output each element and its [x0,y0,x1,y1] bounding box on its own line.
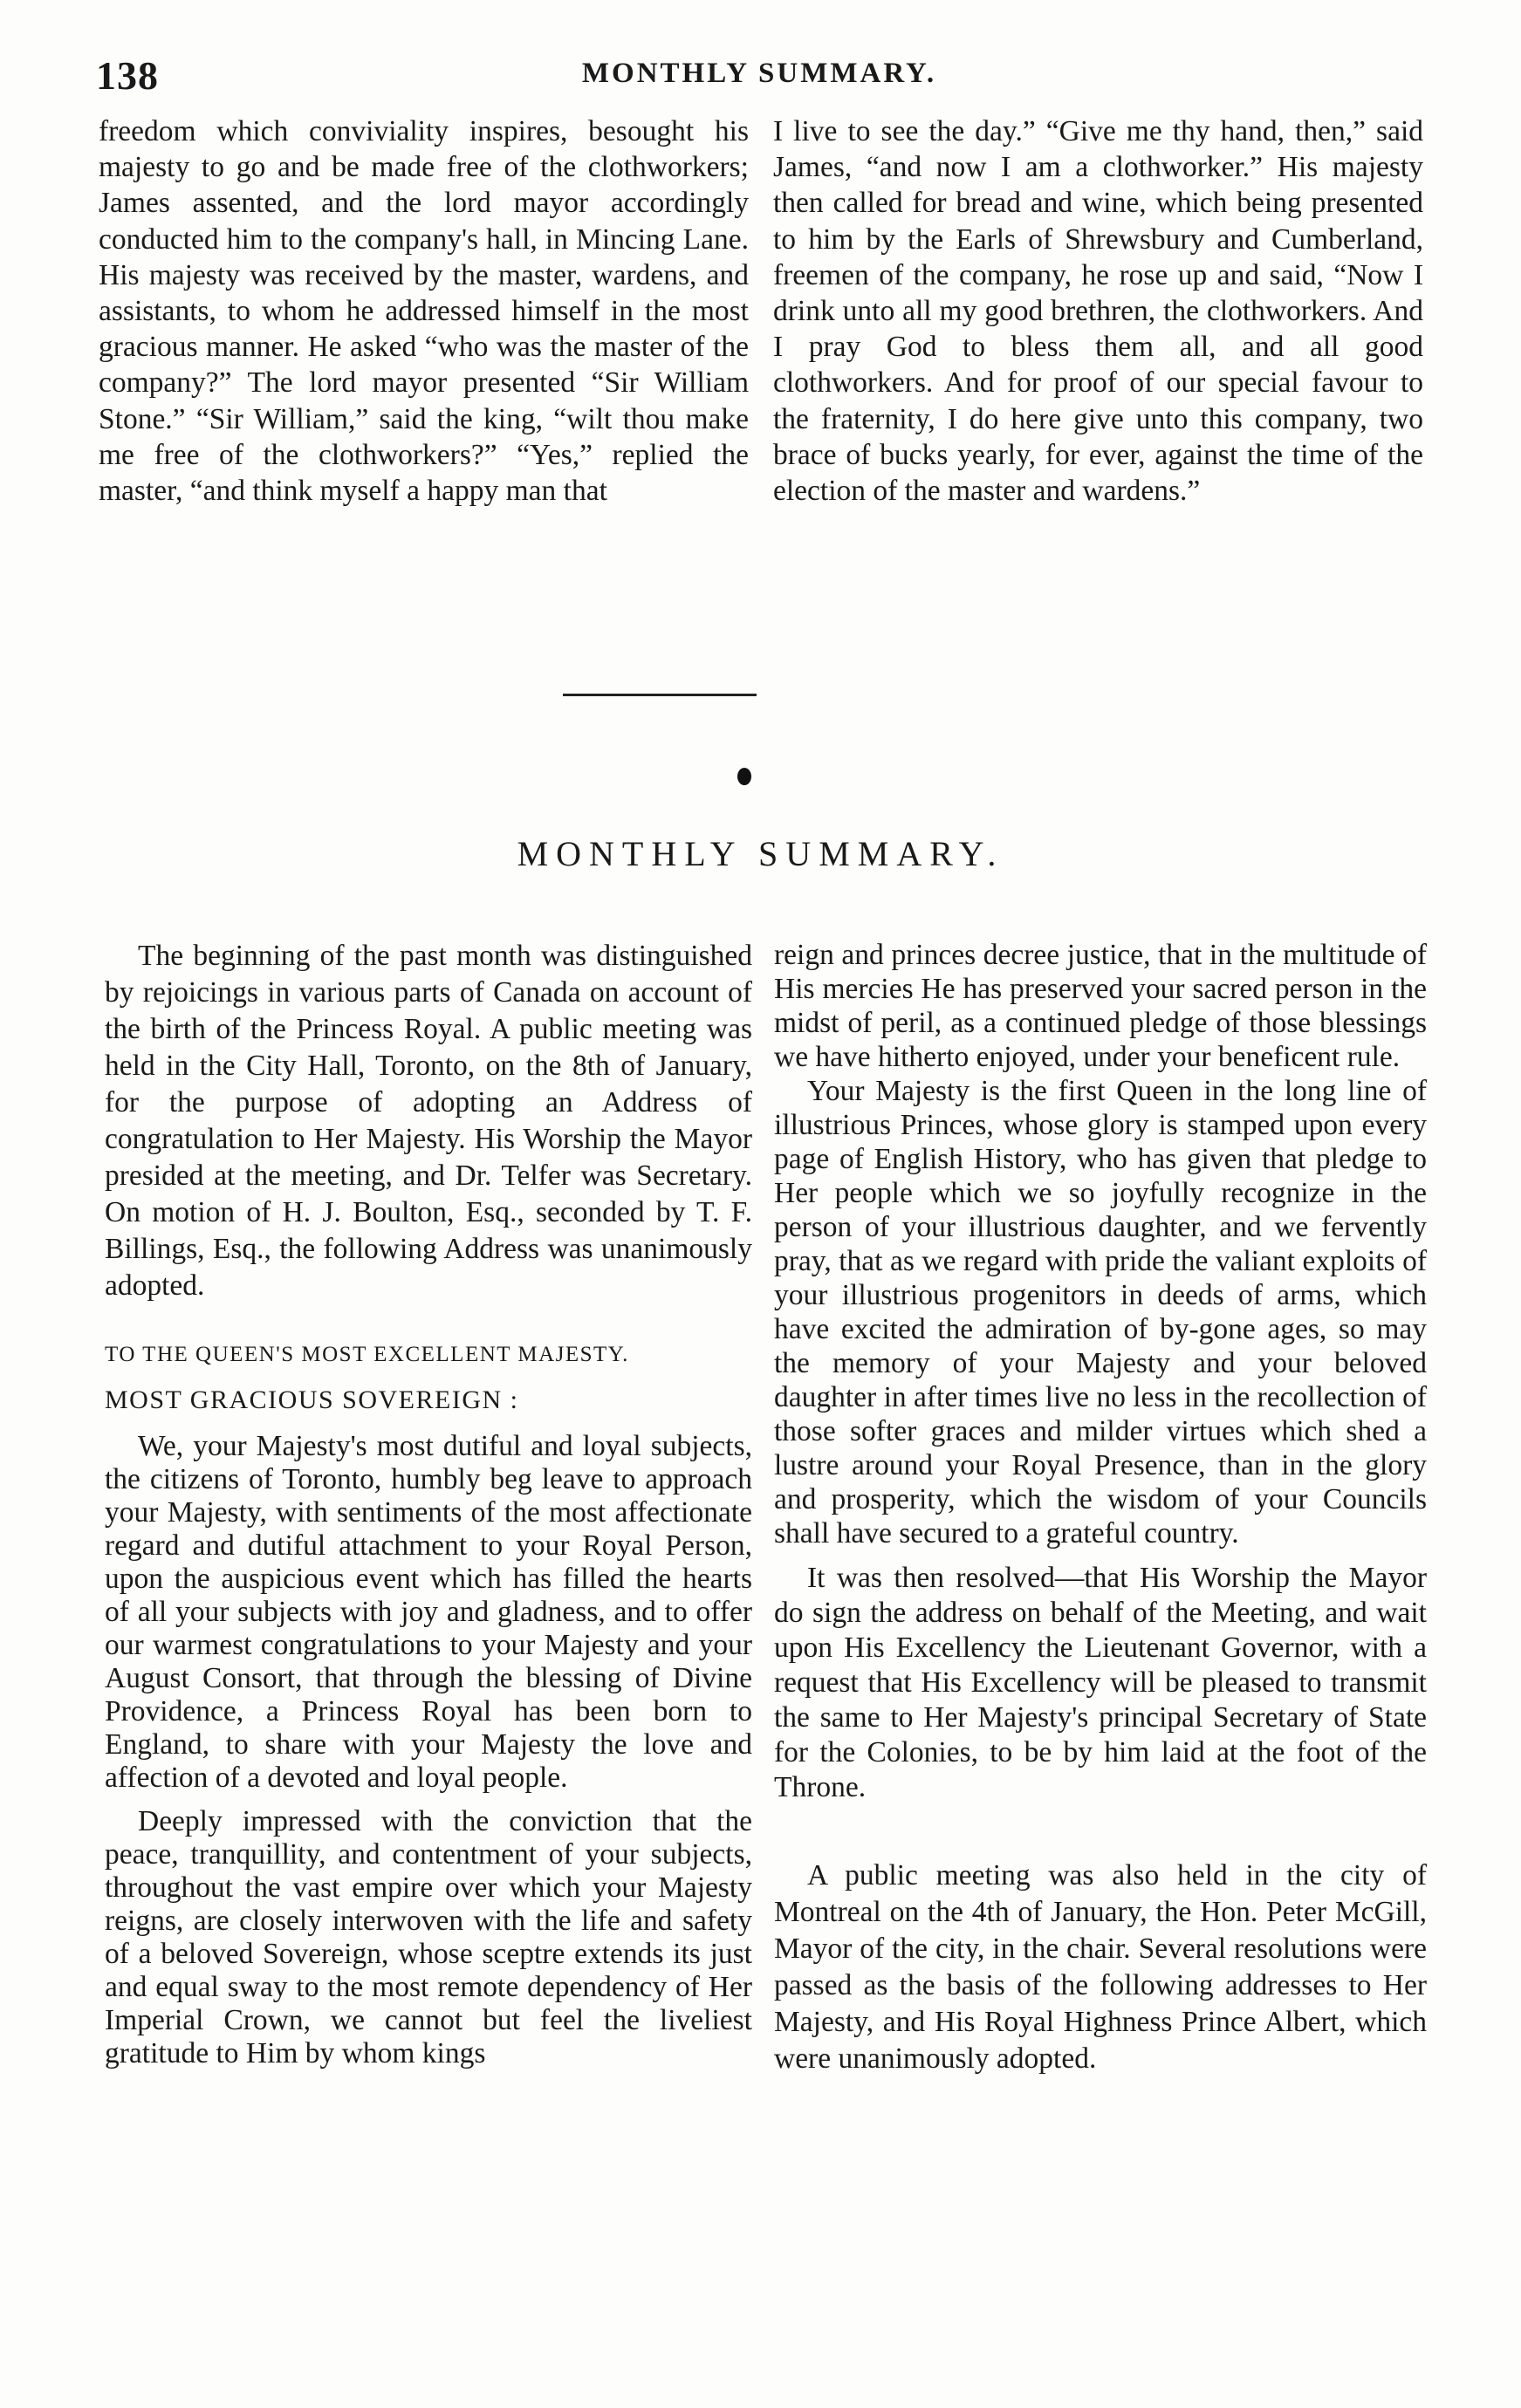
address-paragraph-2: Deeply impressed with the conviction that the peace, tranquillity, and contentment of your subjects, throughout the vast empire over which your Majesty reigns, are closely interwoven with the life and safety of a beloved Sovereign, whose sceptre extends its just and equal sway to the most remote dependency of Her Imperial Crown, we cannot but feel the liveliest gratitude to Him by whom kings [105,1805,752,2069]
bottom-right-column [774,938,1427,2077]
salutation: MOST GRACIOUS SOVEREIGN : [105,1385,519,1414]
intro-paragraph: The beginning of the past month was distinguished by rejoicings in various parts of Canada on account of the birth of the Princess Royal. A public meeting was held in the City Hall, Toronto, on the 8th of January, for the purpose of adopting an Address of congratulation to Her Majesty. His Worship the Mayor presided at the meeting, and Dr. Telfer was Secretary. On motion of H. J. Boulton, Esq., seconded by T. F. Billings, Esq., the following Address was unanimously adopted. [105,940,752,1302]
top-right-column [773,113,1423,509]
running-head: MONTHLY SUMMARY. [581,58,937,89]
resolution-paragraph: It was then resolved—that His Worship the Mayor do sign the address on behalf of the Meeting, and wait upon His Excellency the Lieutenant Governor, with a request that His Excellency will be pleased to transmit the same to Her Majesty's principal Secretary of State for the Colonies, to be by him laid at the foot of the Throne. [774,1562,1427,1803]
top-right-paragraph: I live to see the day.” “Give me thy hand, then,” said James, “and now I am a clothworker.” His majesty then called for bread and wine, which being presented to him by the Earls of Shrewsbury and Cumberland, freemen of the company, he rose up and said, “Now I drink unto all my good brethren, the clothworkers. And I pray God to bless them all, and all good clothworkers. And for proof of our special favour to the fraternity, I do here give unto this company, two brace of bucks yearly, for ever, against the time of the election of the master and wardens.” [773,115,1423,508]
top-left-paragraph: freedom which conviviality inspires, besought his majesty to go and be made free of the clothworkers; James assented, and the lord mayor accordingly conducted him to the company's hall, in Mincing Lane. His majesty was received by the master, wardens, and assistants, to whom he addressed himself in the most gracious manner. He asked “who was the master of the company?” The lord mayor presented “Sir William Stone.” “Sir William,” said the king, “wilt thou make me free of the clothworkers?” “Yes,” replied the master, “and think myself a happy man that [99,115,749,508]
address-paragraph-3: reign and princes decree justice, that in the multitude of His mercies He has preserved your sacred person in the midst of peril, as a continued pledge of those blessings we have hitherto enjoyed, under your beneficent rule. [774,939,1427,1073]
section-divider [563,694,757,696]
ornament-bullet-icon [737,768,751,785]
page-header [96,52,1422,113]
bottom-left-column [105,938,752,2070]
address-paragraph-1: We, your Majesty's most dutiful and loyal subjects, the citizens of Toronto, humbly beg leave to approach your Majesty, with sentiments of the most affectionate regard and dutiful attachment to your Royal Person, upon the auspicious event which has filled the hearts of all your subjects with joy and gladness, and to offer our warmest congratulations to your Majesty and your August Consort, that through the blessing of Divine Providence, a Princess Royal has been born to England, to share with your Majesty the love and affection of a devoted and loyal people. [105,1430,752,1794]
section-title: MONTHLY SUMMARY. [517,834,1004,873]
address-paragraph-4: Your Majesty is the first Queen in the long line of illustrious Princes, whose glory is stamped upon every page of English History, who has given that pledge to Her people which we so joyfully recognize in the person of your illustrious daughter, and we fervently pray, that as we regard with pride the valiant exploits of your illustrious progenitors in deeds of arms, which have excited the admiration of by-gone ages, so may the memory of your Majesty and your beloved daughter in after times live no less in the recollection of those softer graces and milder virtues which shed a lustre around your Royal Presence, than in the glory and prosperity, which the wisdom of your Councils shall have secured to a grateful country. [774,1075,1427,1549]
page-number: 138 [96,53,159,98]
address-heading: TO THE QUEEN'S MOST EXCELLENT MAJESTY. [105,1343,629,1366]
top-left-column [99,113,749,509]
montreal-paragraph: A public meeting was also held in the city of Montreal on the 4th of January, the Hon. Peter McGill, Mayor of the city, in the chair. Several resolutions were passed as the basis of the following addresses to Her Majesty, and His Royal Highness Prince Albert, which were unanimously adopted. [774,1859,1427,2075]
